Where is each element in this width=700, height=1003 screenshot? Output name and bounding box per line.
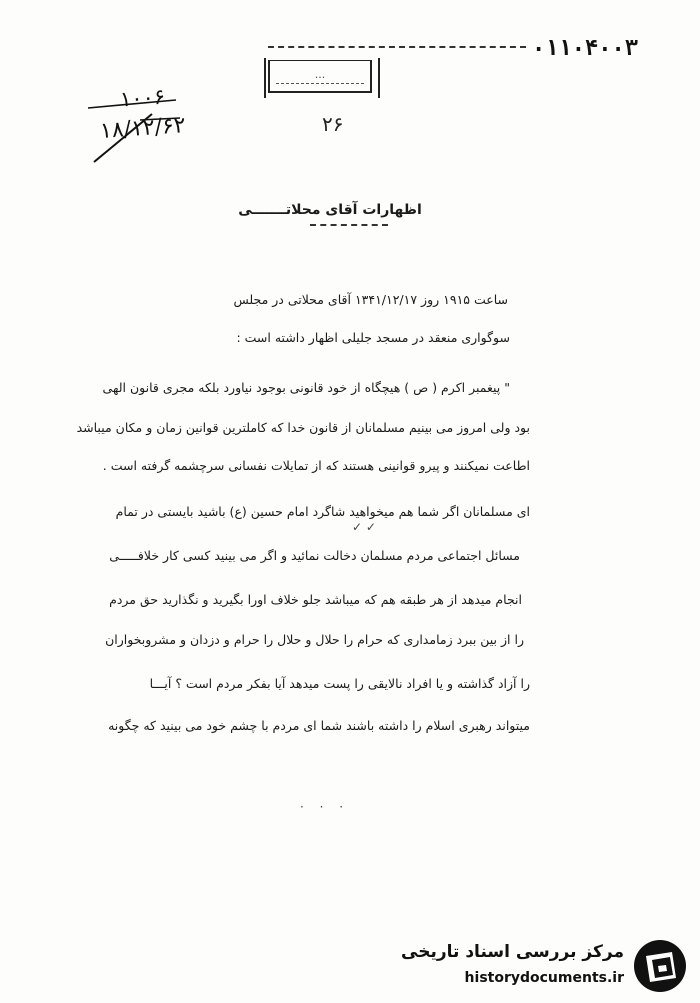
body-line: را آزاد گذاشته و یا افراد نالایقی را پست میدهد آیا بفکر مردم است ؟ آیـــا: [149, 676, 530, 691]
ink-dots: · · ·: [300, 800, 350, 814]
body-line: اطاعت نمیکنند و پیرو قوانینی هستند که از تمایلات نفسانی سرچشمه گرفته است .: [102, 458, 530, 473]
document-number: ۰۱۱۰۴۰۰۳: [532, 36, 638, 61]
top-dashed-rule: [268, 46, 526, 48]
document-title: اظهارات آقای محلاتـــــــی: [238, 202, 422, 218]
body-line: ای مسلمانان اگر شما هم میخواهید شاگرد امام حسین (ع) باشید بایستی در تمام: [115, 504, 530, 519]
handwritten-number: ۱۰۰۶: [119, 84, 166, 112]
classification-stamp: [268, 60, 372, 93]
body-line: انجام میدهد از هر طبقه هم که میباشد جلو خلاف اورا بگیرید و نگذارید حق مردم: [109, 592, 522, 607]
body-line: را از بین ببرد زمامداری که حرام را حلال و حلال را حرام و دزدان و مشروبخواران: [105, 632, 524, 647]
body-line: ساعت ۱۹۱۵ روز ۱۳۴۱/۱۲/۱۷ آقای محلاتی در مجلس: [233, 292, 508, 307]
ink-mark: ✓ ✓: [352, 520, 376, 534]
body-line: مسائل اجتماعی مردم مسلمان دخالت نمائید و اگر می بینید کسی کار خلافـــــی: [109, 548, 520, 563]
watermark-url[interactable]: historydocuments.ir: [464, 970, 624, 986]
handwritten-date: ۱۸/۱۲/۶۲: [99, 113, 187, 144]
page-number: ۲۶: [322, 112, 344, 136]
watermark: [401, 934, 694, 998]
body-line: بود ولی امروز می بینیم مسلمانان از قانون خدا که کاملترین قوانین زمان و مکان میباشد: [76, 420, 530, 435]
body-line: " پیغمبر اکرم ( ص ) هیچگاه از خود قانونی بوجود نیاورد بلکه مجری قانون الهی: [102, 380, 510, 395]
body-line: میتواند رهبری اسلام را داشته باشند شما ای مردم با چشم خود می بینید که چگونه: [108, 718, 530, 733]
body-line: سوگواری منعقد در مسجد جلیلی اظهار داشته است :: [236, 330, 510, 345]
stamp-text: ...: [276, 68, 364, 84]
archive-logo-icon: [632, 938, 688, 994]
watermark-title: مرکز بررسی اسناد تاریخی: [401, 942, 624, 962]
title-underline: [310, 224, 388, 226]
